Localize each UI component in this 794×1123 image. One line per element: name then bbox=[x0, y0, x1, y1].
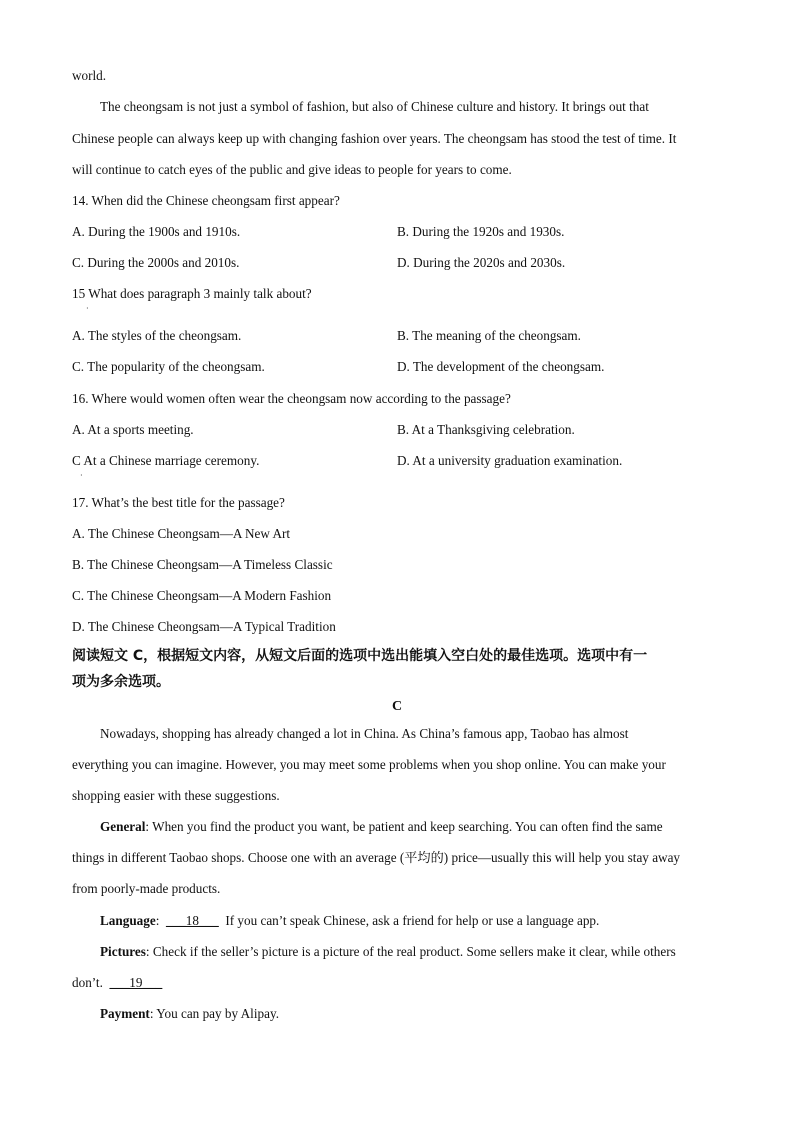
general-line: from poorly-made products. bbox=[72, 881, 221, 896]
passage-b-line: The cheongsam is not just a symbol of fashion, but also of Chinese culture and history. It brings out that bbox=[100, 99, 649, 114]
question-17-option-a: A. The Chinese Cheongsam—A New Art bbox=[72, 526, 291, 541]
passage-b-fragment: world. bbox=[72, 68, 107, 83]
stray-dot-mark: · bbox=[80, 471, 83, 480]
question-14-option-a: A. During the 1900s and 1910s. bbox=[72, 224, 241, 239]
general-label: General bbox=[100, 819, 146, 834]
question-16-option-b: B. At a Thanksgiving celebration. bbox=[397, 422, 575, 437]
question-14-stem: 14. When did the Chinese cheongsam first appear? bbox=[72, 193, 340, 208]
question-17-stem: 17. What’s the best title for the passage? bbox=[72, 495, 285, 510]
language-text: If you can’t speak Chinese, ask a friend for help or use a language app. bbox=[218, 913, 600, 928]
language-sep: : bbox=[155, 913, 166, 928]
passage-c-intro-line: Nowadays, shopping has already changed a lot in China. As China’s famous app, Taobao has almost bbox=[100, 726, 629, 741]
general-paragraph bbox=[100, 819, 663, 835]
instruction-line: 项为多余选项。 bbox=[72, 674, 170, 690]
passage-b-line: will continue to catch eyes of the public and give ideas to people for years to come. bbox=[72, 162, 512, 177]
question-15-option-a: A. The styles of the cheongsam. bbox=[72, 328, 242, 343]
question-16-option-d: D. At a university graduation examination. bbox=[397, 453, 623, 468]
pictures-line bbox=[72, 975, 162, 991]
passage-c-intro-line: everything you can imagine. However, you may meet some problems when you shop online. You can make your bbox=[72, 757, 666, 772]
general-text: : When you find the product you want, be patient and keep searching. You can often find the same bbox=[145, 819, 663, 834]
question-17-option-c: C. The Chinese Cheongsam—A Modern Fashion bbox=[72, 588, 332, 603]
language-paragraph bbox=[100, 913, 599, 929]
question-16-option-a: A. At a sports meeting. bbox=[72, 422, 194, 437]
pictures-label: Pictures bbox=[100, 944, 146, 959]
pictures-paragraph bbox=[100, 944, 676, 960]
passage-letter: C bbox=[391, 699, 403, 714]
question-15-stem: 15 What does paragraph 3 mainly talk about? bbox=[72, 286, 312, 301]
general-line: things in different Taobao shops. Choose one with an average (平均的) price—usually this will help you stay away bbox=[72, 850, 681, 865]
question-14-option-c: C. During the 2000s and 2010s. bbox=[72, 255, 240, 270]
instruction-line: 阅读短文 C，根据短文内容，从短文后面的选项中选出能填入空白处的最佳选项。选项中有一 bbox=[72, 648, 648, 664]
payment-label: Payment bbox=[100, 1006, 150, 1021]
question-15-option-c: C. The popularity of the cheongsam. bbox=[72, 359, 265, 374]
payment-text: : You can pay by Alipay. bbox=[149, 1006, 279, 1021]
question-15-option-b: B. The meaning of the cheongsam. bbox=[397, 328, 581, 343]
pictures-line2: don’t. bbox=[72, 975, 110, 990]
language-label: Language bbox=[100, 913, 156, 928]
question-14-option-b: B. During the 1920s and 1930s. bbox=[397, 224, 565, 239]
question-14-option-d: D. During the 2020s and 2030s. bbox=[397, 255, 566, 270]
blank-18: ___18___ bbox=[165, 913, 219, 928]
question-16-option-c: C At a Chinese marriage ceremony. bbox=[72, 453, 260, 468]
question-16-stem: 16. Where would women often wear the cheongsam now according to the passage? bbox=[72, 391, 511, 406]
stray-dot-mark: · bbox=[86, 304, 89, 313]
passage-c-intro-line: shopping easier with these suggestions. bbox=[72, 788, 280, 803]
payment-paragraph bbox=[100, 1006, 279, 1022]
question-17-option-d: D. The Chinese Cheongsam—A Typical Tradition bbox=[72, 619, 336, 634]
passage-b-line: Chinese people can always keep up with changing fashion over years. The cheongsam has stood the test of time. It bbox=[72, 131, 677, 146]
blank-19: ___19___ bbox=[109, 975, 163, 990]
question-15-option-d: D. The development of the cheongsam. bbox=[397, 359, 605, 374]
pictures-text: : Check if the seller’s picture is a picture of the real product. Some sellers make it clear, while others bbox=[145, 944, 676, 959]
question-17-option-b: B. The Chinese Cheongsam—A Timeless Classic bbox=[72, 557, 333, 572]
